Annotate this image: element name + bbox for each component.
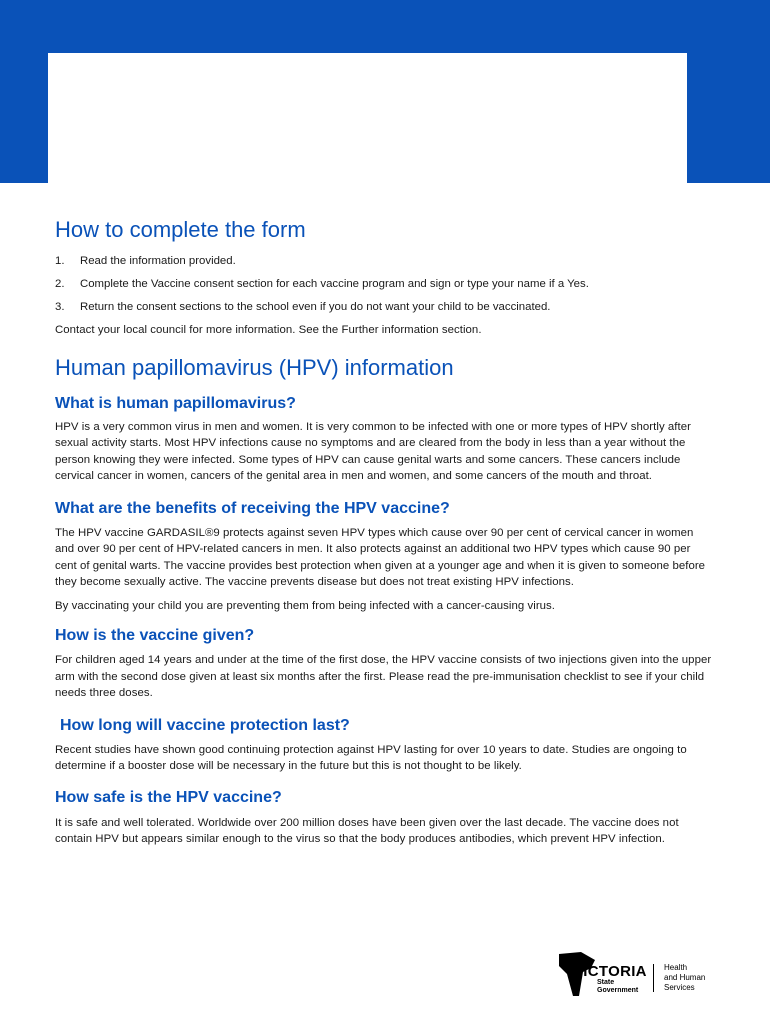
list-item-number: 1. xyxy=(55,255,65,267)
list-item-text: Read the information provided. xyxy=(80,255,236,267)
paragraph-benefits: The HPV vaccine GARDASIL®9 protects against seven HPV types which cause over 90 per cent of cervical cancer in women and over 90 per cent of HPV-related cancers in men. It also protects against an additional two HPV types which cause 90 per cent of genital warts. The vaccine provides best protection when given at a younger age and when it is given to someone before they become sexually active. The vaccine prevents disease but does not treat existing HPV infections. xyxy=(55,526,706,588)
heading-what-is-hpv: What is human papillomavirus? xyxy=(55,394,296,412)
logo-state-government: State Government xyxy=(597,979,639,994)
steps-list xyxy=(55,253,715,315)
list-item-text: Return the consent sections to the school even if you do not want your child to be vaccinated. xyxy=(80,301,551,313)
section-title-hpv: Human papillomavirus (HPV) information xyxy=(55,354,454,380)
paragraph-how-given: For children aged 14 years and under at the time of the first dose, the HPV vaccine consists of two injections given into the upper arm with the second dose given at least six months after the first. Please read the pre-immunisation checklist to see if your child needs three doses. xyxy=(55,654,712,699)
contact-note: Contact your local council for more information. See the Further information section. xyxy=(55,324,482,336)
list-item-number: 3. xyxy=(55,301,65,313)
logo-department: Health and Human Services xyxy=(664,963,706,992)
victoria-government-logo xyxy=(557,950,727,1000)
heading-how-given: How is the vaccine given? xyxy=(55,627,255,644)
heading-benefits: What are the benefits of receiving the HPV vaccine? xyxy=(55,499,450,517)
document-content xyxy=(55,216,715,848)
list-item xyxy=(55,253,715,269)
heading-protection: How long will vaccine protection last? xyxy=(60,716,350,734)
section-title-how-to-complete: How to complete the form xyxy=(55,217,306,242)
paragraph-what-is-hpv: HPV is a very common virus in men and women. It is very common to be infected with one or more types of HPV shortly after sexual activity starts. Most HPV infections cause no symptoms and are cleared from the body in less than a year without the person knowing they were infected. Some types of HPV can cause genital warts and some cancers. These cancers include cervical cancer in women, cancers of the genital area in men and women, and some cancers of the mouth and throat. xyxy=(55,420,691,482)
paragraph-protection: Recent studies have shown good continuing protection against HPV lasting for over 10 years to date. Studies are ongoing to determine if a booster dose will be necessary in the future but this is not thought to be likely. xyxy=(55,743,687,772)
paragraph-benefits-2: By vaccinating your child you are preventing them from being infected with a cancer-causing virus. xyxy=(55,599,556,612)
logo-divider xyxy=(653,964,654,992)
list-item xyxy=(55,276,715,292)
list-item xyxy=(55,299,715,315)
list-item-text: Complete the Vaccine consent section for each vaccine program and sign or type your name if a Yes. xyxy=(80,278,589,290)
logo-wordmark: VICTORIA xyxy=(573,963,647,980)
list-item-number: 2. xyxy=(55,278,65,290)
paragraph-safety: It is safe and well tolerated. Worldwide over 200 million doses have been given over the last decade. The vaccine does not contain HPV but appears similar enough to the virus so that the body produces antibodies, which prevent HPV infection. xyxy=(55,816,679,845)
header-card xyxy=(48,53,687,185)
heading-safety: How safe is the HPV vaccine? xyxy=(55,788,282,806)
